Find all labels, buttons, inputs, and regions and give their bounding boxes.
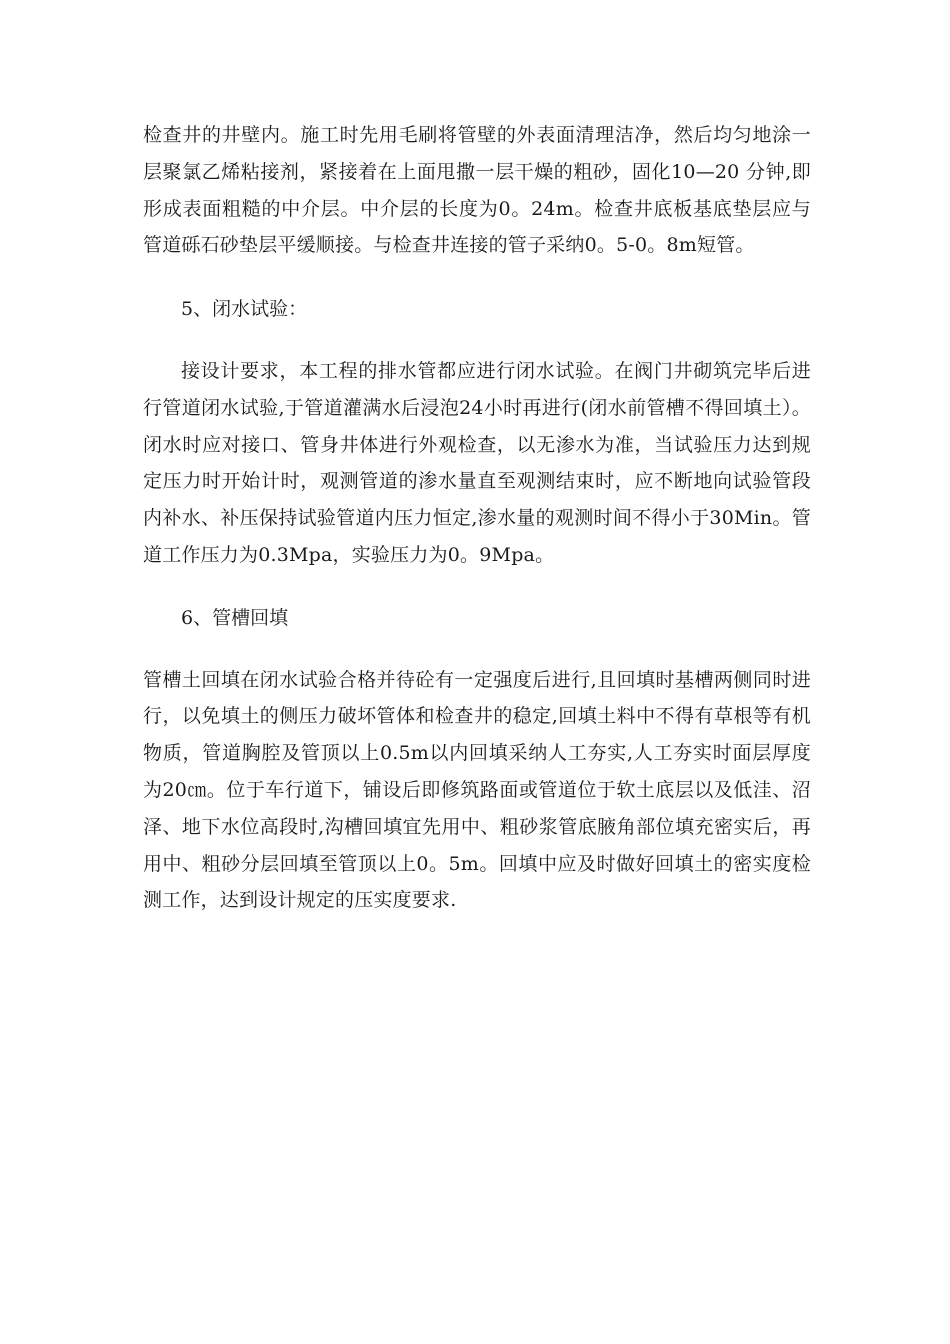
paragraph-spacer — [143, 328, 811, 353]
paragraph-spacer — [143, 574, 811, 600]
section-heading-trench-backfill: 6、管槽回填 — [181, 606, 289, 629]
document-body — [143, 117, 811, 919]
paragraph-spacer — [143, 264, 811, 291]
paragraph-closed-water-test: 接设计要求，本工程的排水管都应进行闭水试验。在阀门井砌筑完毕后进行管道闭水试验,于管道灌满水后浸泡24小时再进行(闭水前管槽不得回填土）。闭水时应对接口、管身井体进行外观检查，以无渗水为准，当试验压力达到规定压力时开始计时，观测管道的渗水量直至观测结束时，应不断地向试验管段内补水、补压保持试验管道内压力恒定,渗水量的观测时间不得小于30Min。管道工作压力为0.3Mpa，实验压力为0。9Mpa。 — [143, 359, 811, 566]
section-heading-closed-water-test: 5、闭水试验： — [181, 298, 308, 321]
paragraph-trench-backfill: 管槽土回填在闭水试验合格并待砼有一定强度后进行,且回填时基槽两侧同时进行，以免填土的侧压力破坏管体和检查井的稳定,回填土料中不得有草根等有机物质，管道胸腔及管顶以上0.5m以内回填采纳人工夯实,人工夯实时面层厚度为20㎝。位于车行道下，铺设后即修筑路面或管道位于软土底层以及低洼、沼泽、地下水位高段时,沟槽回填宜先用中、粗砂浆管底腋角部位填充密实后，再用中、粗砂分层回填至管顶以上0。5m。回填中应及时做好回填土的密实度检测工作，达到设计规定的压实度要求. — [143, 668, 811, 912]
paragraph-spacer — [143, 637, 811, 662]
paragraph-manhole-connection: 检查井的井壁内。施工时先用毛刷将管壁的外表面清理洁净，然后均匀地涂一层聚氯乙烯粘接剂，紧接着在上面甩撒一层干燥的粗砂，固化10—20 分钟,即形成表面粗糙的中介层。中介层的长度为0。24m。检查井底板基底垫层应与管道砾石砂垫层平缓顺接。与检查井连接的管子采纳0。5-0。8m短管。 — [143, 124, 811, 257]
